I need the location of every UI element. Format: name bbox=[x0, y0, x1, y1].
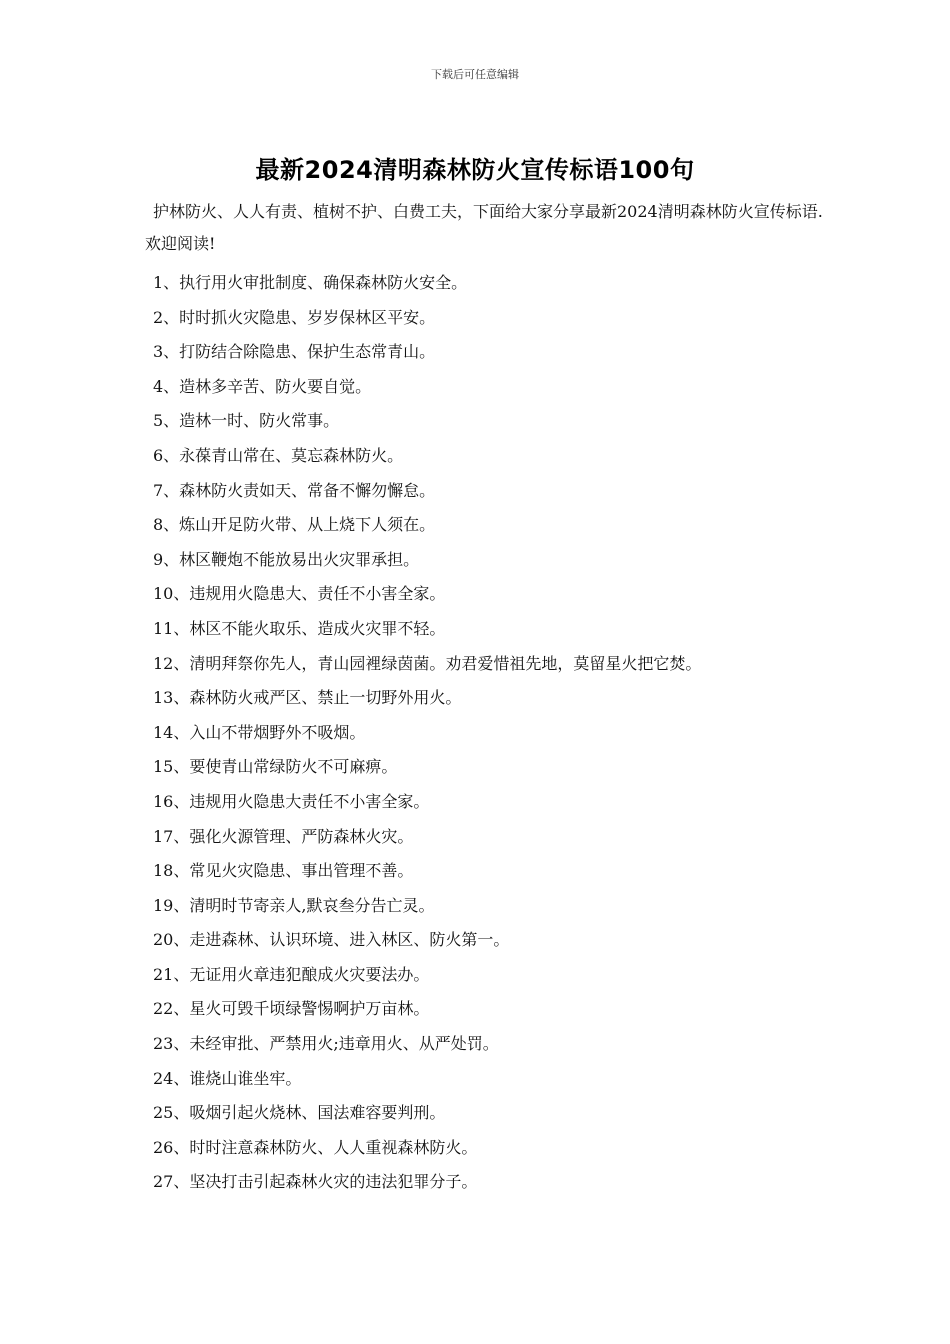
slogan-item: 7、森林防火责如天、常备不懈勿懈怠。 bbox=[153, 480, 436, 500]
slogan-item: 18、常见火灾隐患、事出管理不善。 bbox=[153, 861, 414, 881]
slogan-item: 10、违规用火隐患大、责任不小害全家。 bbox=[153, 584, 446, 604]
slogan-item: 14、入山不带烟野外不吸烟。 bbox=[153, 722, 366, 742]
slogan-item: 8、炼山开足防火带、从上烧下人须在。 bbox=[153, 515, 436, 535]
slogan-item: 21、无证用火章违犯酿成火灾要法办。 bbox=[153, 964, 430, 984]
intro-paragraph: 护林防火、人人有责、植树不护、白费工夫，下面给大家分享最新2024清明森林防火宣传标语.欢迎阅读! bbox=[145, 202, 823, 253]
slogan-item: 6、永葆青山常在、莫忘森林防火。 bbox=[153, 445, 404, 465]
slogan-item: 27、坚决打击引起森林火灾的违法犯罪分子。 bbox=[153, 1172, 478, 1192]
slogan-item: 26、时时注意森林防火、人人重视森林防火。 bbox=[153, 1137, 478, 1157]
slogan-item: 5、造林一时、防火常事。 bbox=[153, 411, 340, 431]
slogan-item: 12、清明拜祭你先人，青山园裡绿茵菌。劝君爱惜祖先地，莫留星火把它焚。 bbox=[153, 653, 702, 673]
slogan-item: 19、清明时节寄亲人,默哀叁分告亡灵。 bbox=[153, 895, 435, 915]
slogan-item: 16、违规用火隐患大责任不小害全家。 bbox=[153, 791, 430, 811]
slogan-item: 13、森林防火戒严区、禁止一切野外用火。 bbox=[153, 688, 462, 708]
slogan-item: 17、强化火源管理、严防森林火灾。 bbox=[153, 826, 414, 846]
header-note: 下载后可任意编辑 bbox=[431, 68, 519, 81]
slogan-item: 22、星火可毁千顷绿警惕啊护万亩林。 bbox=[153, 999, 430, 1019]
slogan-item: 24、谁烧山谁坐牢。 bbox=[153, 1068, 302, 1088]
slogan-item: 9、林区鞭炮不能放易出火灾罪承担。 bbox=[153, 549, 420, 569]
slogan-item: 25、吸烟引起火烧林、国法难容要判刑。 bbox=[153, 1103, 446, 1123]
slogan-item: 23、未经审批、严禁用火;违章用火、从严处罚。 bbox=[153, 1034, 499, 1054]
slogan-item: 3、打防结合除隐患、保护生态常青山。 bbox=[153, 342, 436, 362]
slogan-item: 4、造林多辛苦、防火要自觉。 bbox=[153, 376, 372, 396]
slogan-item: 15、要使青山常绿防火不可麻痹。 bbox=[153, 757, 398, 777]
slogan-list bbox=[153, 266, 853, 1200]
document-title: 最新2024清明森林防火宣传标语100句 bbox=[255, 156, 695, 184]
slogan-item: 2、时时抓火灾隐患、岁岁保林区平安。 bbox=[153, 307, 436, 327]
slogan-item: 20、走进森林、认识环境、进入林区、防火第一。 bbox=[153, 930, 510, 950]
slogan-item: 1、执行用火审批制度、确保森林防火安全。 bbox=[153, 273, 468, 292]
slogan-item: 11、林区不能火取乐、造成火灾罪不轻。 bbox=[153, 618, 446, 638]
